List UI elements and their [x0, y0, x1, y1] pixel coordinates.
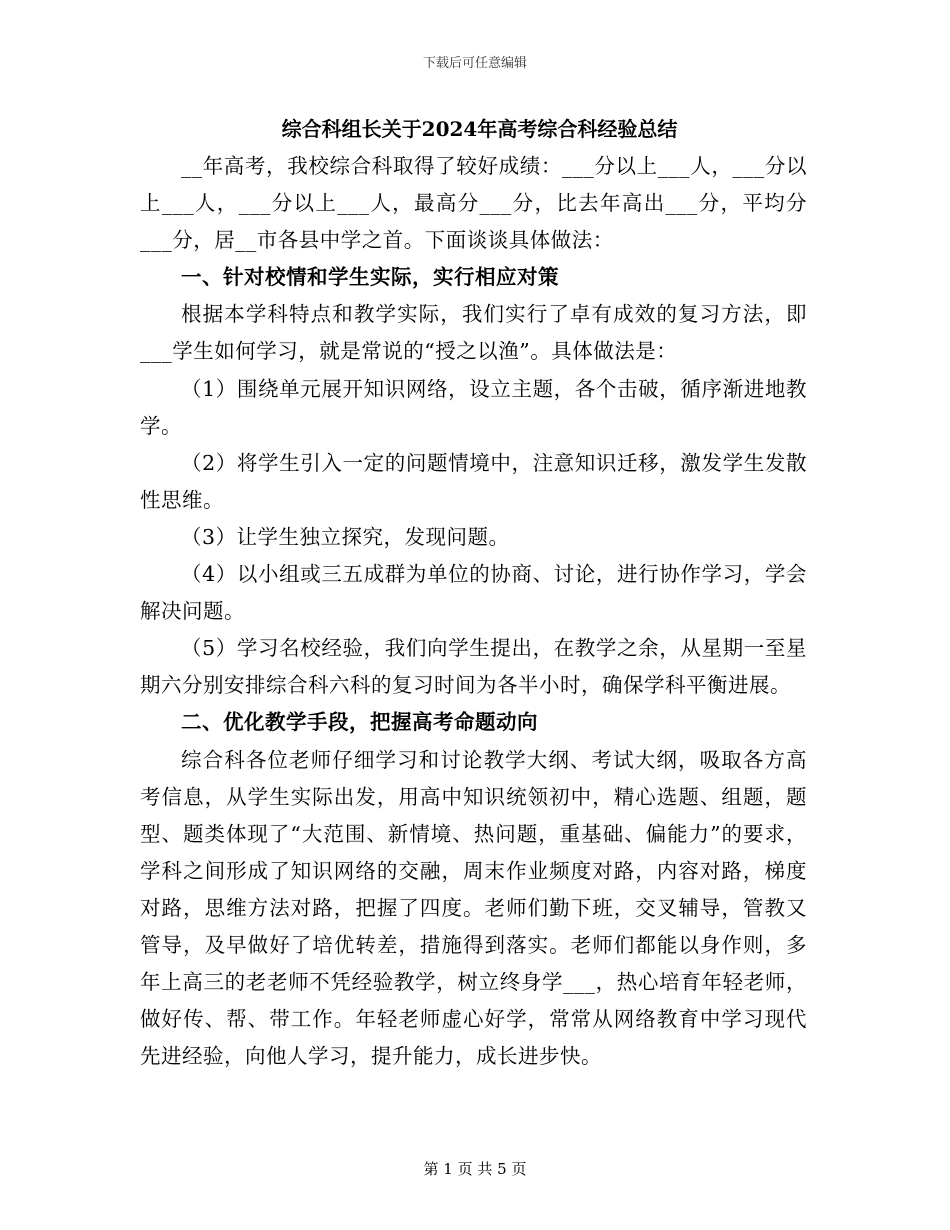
list-item-1: （1）围绕单元展开知识网络，设立主题，各个击破，循序渐进地教学。	[140, 376, 807, 438]
list-item-5: （5）学习名校经验，我们向学生提出，在教学之余，从星期一至星期六分别安排综合科六科的复习时间为各半小时，确保学科平衡进展。	[140, 636, 807, 698]
page-footer: 第 1 页 共 5 页	[423, 1160, 527, 1178]
section-1-heading: 一、针对校情和学生实际，实行相应对策	[181, 265, 559, 290]
document-title: 综合科组长关于2024年高考综合科经验总结	[281, 117, 678, 141]
section-1-paragraph: 根据本学科特点和教学实际，我们实行了卓有成效的复习方法，即___学生如何学习，就是常说的“授之以渔”。具体做法是：	[140, 302, 807, 364]
list-item-2: （2）将学生引入一定的问题情境中，注意知识迁移，激发学生发散性思维。	[140, 450, 807, 512]
document-body	[140, 110, 807, 1075]
section-2-heading: 二、优化教学手段，把握高考命题动向	[181, 710, 538, 735]
section-2-paragraph: 综合科各位老师仔细学习和讨论教学大纲、考试大纲，吸取各方高考信息，从学生实际出发，用高中知识统领初中，精心选题、组题，题型、题类体现了“大范围、新情境、热问题，重基础、偏能力”的要求，学科之间形成了知识网络的交融，周末作业频度对路，内容对路，梯度对路，思维方法对路，把握了四度。老师们勤下班，交叉辅导，管教又管导，及早做好了培优转差，措施得到落实。老师们都能以身作则，多年上高三的老老师不凭经验教学，树立终身学___，热心培育年轻老师，做好传、帮、带工作。年轻老师虚心好学，常常从网络教育中学习现代先进经验，向他人学习，提升能力，成长进步快。	[140, 747, 807, 1069]
page-header: 下载后可任意编辑	[422, 56, 527, 71]
list-item-3: （3）让学生独立探究，发现问题。	[181, 524, 510, 549]
intro-paragraph: __年高考，我校综合科取得了较好成绩：___分以上___人，___分以上___人，___分以上___人，最高分___分，比去年高出___分，平均分___分，居__市各县中学之首。下面谈谈具体做法：	[140, 154, 807, 253]
list-item-4: （4）以小组或三五成群为单位的协商、讨论，进行协作学习，学会解决问题。	[140, 562, 807, 624]
